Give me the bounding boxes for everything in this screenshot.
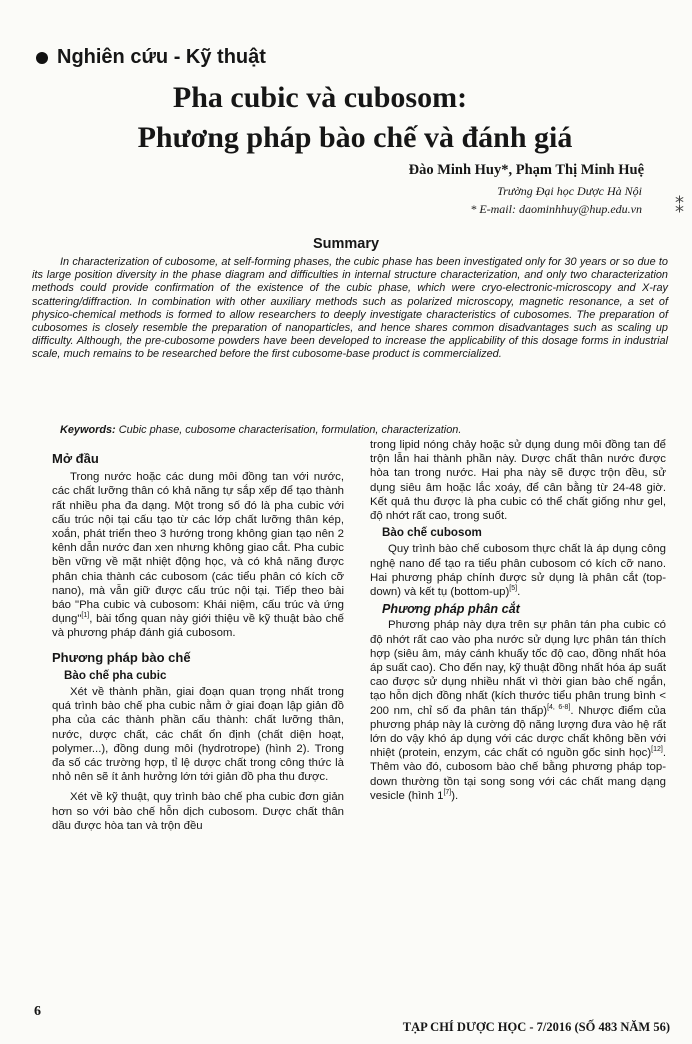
author-email: * E-mail: daominhhuy@hup.edu.vn — [470, 202, 642, 216]
continued-paragraph: trong lipid nóng chảy hoặc sử dụng dung môi đồng tan để trộn lẫn hai thành phần này. Dược chất thân nước được hòa tan trong nước. Hai pha này sẽ được trộn đều, sử dụng siêu âm hoặc lắc xoáy, để cân bằng từ 24-48 giờ. Kết quả thu được là pha cubic có thể chất giống như gel, độ nhớt rất cao, trong suốt. — [370, 439, 666, 523]
topdown-heading: Phương pháp phân cắt — [382, 602, 520, 617]
journal-footer: TẠP CHÍ DƯỢC HỌC - 7/2016 (SỐ 483 NĂM 56) — [402, 1020, 670, 1034]
author-names: Đào Minh Huy*, Phạm Thị Minh Huệ — [408, 162, 644, 178]
citation-ref: [12] — [651, 746, 663, 754]
intro-paragraph — [52, 470, 344, 640]
cubic-paragraph-1: Xét về thành phần, giai đoạn quan trọng nhất trong quá trình bào chế pha cubic nằm ở giai đoạn lập giản đồ pha của các thành phần cấu thành: chất lưỡng thân, nước, dược chất, các chất ổn định (chất diện hoạt, polymer...), đồng dung môi (hydrotrope) (hình 2). Trong đa số các trường hợp, tỉ lệ dược chất trong công thức là nhỏ nên sẽ ít ảnh hưởng lớn tới giản đồ pha thu được. — [52, 686, 344, 784]
citation-ref: [7] — [443, 789, 452, 797]
article-title-line2: Phương pháp bào chế và đánh giá — [137, 121, 573, 154]
topdown-text-close: ). — [451, 789, 459, 802]
right-column — [370, 438, 666, 803]
section-label: Nghiên cứu - Kỹ thuật — [57, 46, 266, 68]
summary-text: In characterization of cubosome, at self-forming phases, the cubic phase has been investigated only for 30 years or so due to its large position diversity in the phase diagram and difficulties in internal structure characterization, and only two characterization methods could provide confirmation of the existence of the cubic phase, which were cryo-electronic-microscopy and X-ray scattering/diffraction. In combination with other auxiliary methods such as polarized microscopy, magnetic resonance, a set of physico-chemical methods is formed to allow researchers to deeply investigate characteristics of cubosomes. The preparation of cubosomes is closely resemble the preparation of nanoparticles, and hence shares common disadvantages such as scaling up difficulty. Although, the pre-cubosome powders have been developed to increase the applicability of this dosage forms in industrial scale, much remains to be researched before the first cubosome-base product is commercialized. — [32, 256, 668, 361]
cubosom-text: Quy trình bào chế cubosom thực chất là áp dụng công nghệ nano để tạo ra tiểu phân cubosom có kích cỡ nano. Hai phương pháp chính được sử dụng là phân cắt (top-down) và kết tụ (bottom-up) — [370, 543, 666, 599]
cubosom-text-end: . — [517, 586, 521, 599]
article-title-line1: Pha cubic và cubosom: — [172, 81, 468, 114]
intro-text-end: , bài tổng quan này giới thiệu về kỹ thuật bào chế và phương pháp đánh giá cubosom. — [52, 613, 344, 640]
keywords-list: Cubic phase, cubosome characterisation, formulation, characterization. — [118, 424, 462, 436]
keywords — [60, 424, 660, 436]
topdown-text: Phương pháp này dựa trên sự phân tán pha cubic có độ nhớt rất cao vào pha nước sử dụng lực phân tán thích hợp (siêu âm, máy cánh khuấy tốc độ cao, đồng nhất hóa áp suất cao). Cho đến nay, kỹ thuật đồng nhất hóa áp suất cao được sử dụng nhiều nhất vì thời gian bào chế ngắn, tạo hỗn dịch đồng nhất (kích thước tiểu phân trung bình < 200 nm, chỉ số đa phân tán thấp) — [370, 619, 666, 717]
page-number: 6 — [34, 1004, 41, 1019]
methods-heading: Phương pháp bào chế — [52, 649, 191, 665]
intro-text: Trong nước hoặc các dung môi đồng tan với nước, các chất lưỡng thân có khả năng tự sắp xếp để tạo thành rất nhiều pha đa dạng. Một trong số đó là pha cubic với cấu trúc nội tại cấu tạo từ các lớp chất lưỡng thân kép, xoắn, phát triển theo 3 hướng trong không gian tạo nên 2 kênh dẫn nước đan xen nhưng không giao cắt. Pha cubic bền vững về mặt nhiệt động học, và có khả năng được phân chia thành các cubosom (các tiểu phân có kích cỡ nano), mà vẫn giữ được cấu trúc nội tại. Tiếp theo bài báo "Pha cubic và cubosom: Khái niệm, cấu trúc và ứng dụng" — [52, 471, 344, 626]
scan-mark-icon: ⁑ — [675, 196, 684, 216]
citation-ref: [4, 6-8] — [547, 703, 571, 711]
summary-heading: Summary — [312, 236, 380, 252]
cubic-paragraph-2: Xét về kỹ thuật, quy trình bào chế pha cubic đơn giản hơn so với bào chế hỗn dịch cubosom. Dược chất thân dầu được hòa tan và trộn đều — [52, 791, 344, 832]
topdown-paragraph — [370, 618, 666, 803]
cubic-heading: Bào chế pha cubic — [64, 668, 167, 682]
bullet-icon — [36, 52, 48, 64]
citation-ref: [5] — [509, 585, 518, 593]
left-column — [52, 446, 344, 833]
cubosom-paragraph — [370, 542, 666, 599]
topdown-text-end: . Thêm vào đó, cubosom bào chế bằng phương pháp top-down thường tồn tại song song với các chất mang dạng vesicle (hình 1 — [370, 747, 666, 802]
intro-heading: Mở đầu — [52, 451, 99, 466]
section-header — [36, 46, 266, 69]
citation-ref: [1] — [81, 612, 90, 620]
cubosom-heading: Bào chế cubosom — [382, 526, 482, 540]
keywords-label: Keywords: — [60, 424, 116, 436]
author-affiliation: Trường Đại học Dược Hà Nội — [497, 184, 642, 198]
topdown-text-mid: . Nhược điểm của phương pháp này là cường độ năng lượng đưa vào hệ rất lớn do vậy khó áp dụng với các dược chất không bền với nhiệt (protein, enzym, các chất có nguồn gốc sinh học) — [370, 704, 666, 760]
